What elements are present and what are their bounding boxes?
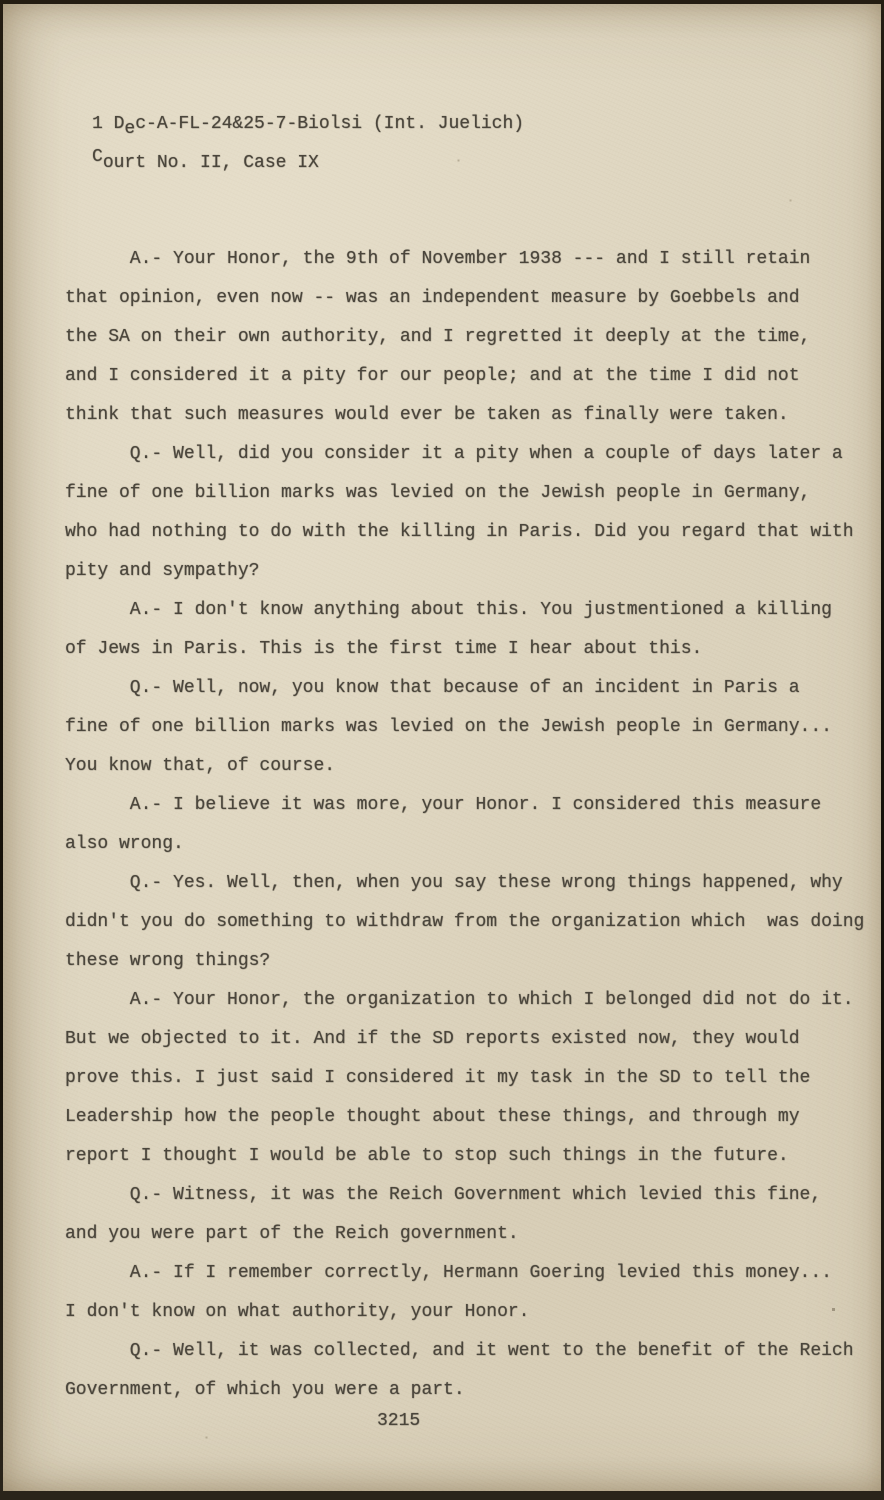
id-line-dropped-char: e — [124, 119, 136, 139]
transcript-line: Q.- Well, did you consider it a pity when a couple of days later a — [65, 444, 843, 464]
court-case-line — [92, 144, 881, 183]
scanned-page — [3, 4, 881, 1491]
transcript-line: Q.- Well, it was collected, and it went to the benefit of the Reich — [65, 1341, 854, 1361]
transcript-line: A.- Your Honor, the organization to which I belonged did not do it. — [65, 990, 854, 1010]
transcript-line: report I thought I would be able to stop such things in the future. — [65, 1146, 789, 1166]
transcript-line: You know that, of course. — [65, 756, 336, 776]
transcript-line: fine of one billion marks was levied on the Jewish people in Germany, — [65, 483, 811, 503]
id-line-rest: c-A-FL-24&25-7-Biolsi (Int. Juelich) — [135, 114, 525, 134]
transcript-line: But we objected to it. And if the SD reports existed now, they would — [65, 1029, 800, 1049]
transcript-line: of Jews in Paris. This is the first time I hear about this. — [65, 639, 703, 659]
id-line-prefix: 1 D — [92, 114, 125, 134]
transcript-line: Q.- Well, now, you know that because of an incident in Paris a — [65, 678, 800, 698]
transcript-line: didn't you do something to withdraw from the organization which was doing — [65, 912, 865, 932]
transcript-line: A.- If I remember correctly, Hermann Goering levied this money... — [65, 1263, 832, 1283]
transcript-line: Leadership how the people thought about these things, and through my — [65, 1107, 800, 1127]
transcript-line: and you were part of the Reich government. — [65, 1224, 519, 1244]
transcript-line: Government, of which you were a part. — [65, 1380, 465, 1400]
transcript-line: A.- I believe it was more, your Honor. I considered this measure — [65, 795, 822, 815]
transcript-line: who had nothing to do with the killing in Paris. Did you regard that with — [65, 522, 854, 542]
page-number: 3215 — [377, 1411, 421, 1431]
transcript-body — [65, 240, 881, 1441]
transcript-line: the SA on their own authority, and I regretted it deeply at the time, — [65, 327, 811, 347]
transcript-line: Q.- Yes. Well, then, when you say these wrong things happened, why — [65, 873, 843, 893]
document-id-line — [92, 105, 881, 144]
transcript-line: also wrong. — [65, 834, 184, 854]
court-line-raised-char: C — [92, 147, 103, 167]
transcript-line: and I considered it a pity for our people; and at the time I did not — [65, 366, 800, 386]
transcript-line: think that such measures would ever be taken as finally were taken. — [65, 405, 789, 425]
transcript-line: these wrong things? — [65, 951, 271, 971]
transcript-line: that opinion, even now -- was an independent measure by Goebbels and — [65, 288, 800, 308]
transcript-line: A.- I don't know anything about this. You justmentioned a killing — [65, 600, 832, 620]
transcript-line: fine of one billion marks was levied on the Jewish people in Germany... — [65, 717, 832, 737]
transcript-line: I don't know on what authority, your Honor. — [65, 1302, 530, 1322]
transcript-line: Q.- Witness, it was the Reich Government which levied this fine, — [65, 1185, 822, 1205]
transcript-line: A.- Your Honor, the 9th of November 1938 --- and I still retain — [65, 249, 811, 269]
paper-specks — [3, 4, 4, 5]
transcript-line: prove this. I just said I considered it my task in the SD to tell the — [65, 1068, 811, 1088]
document-header — [92, 105, 881, 183]
transcript-line: pity and sympathy? — [65, 561, 260, 581]
court-line-rest: ourt No. II, Case IX — [102, 153, 319, 173]
